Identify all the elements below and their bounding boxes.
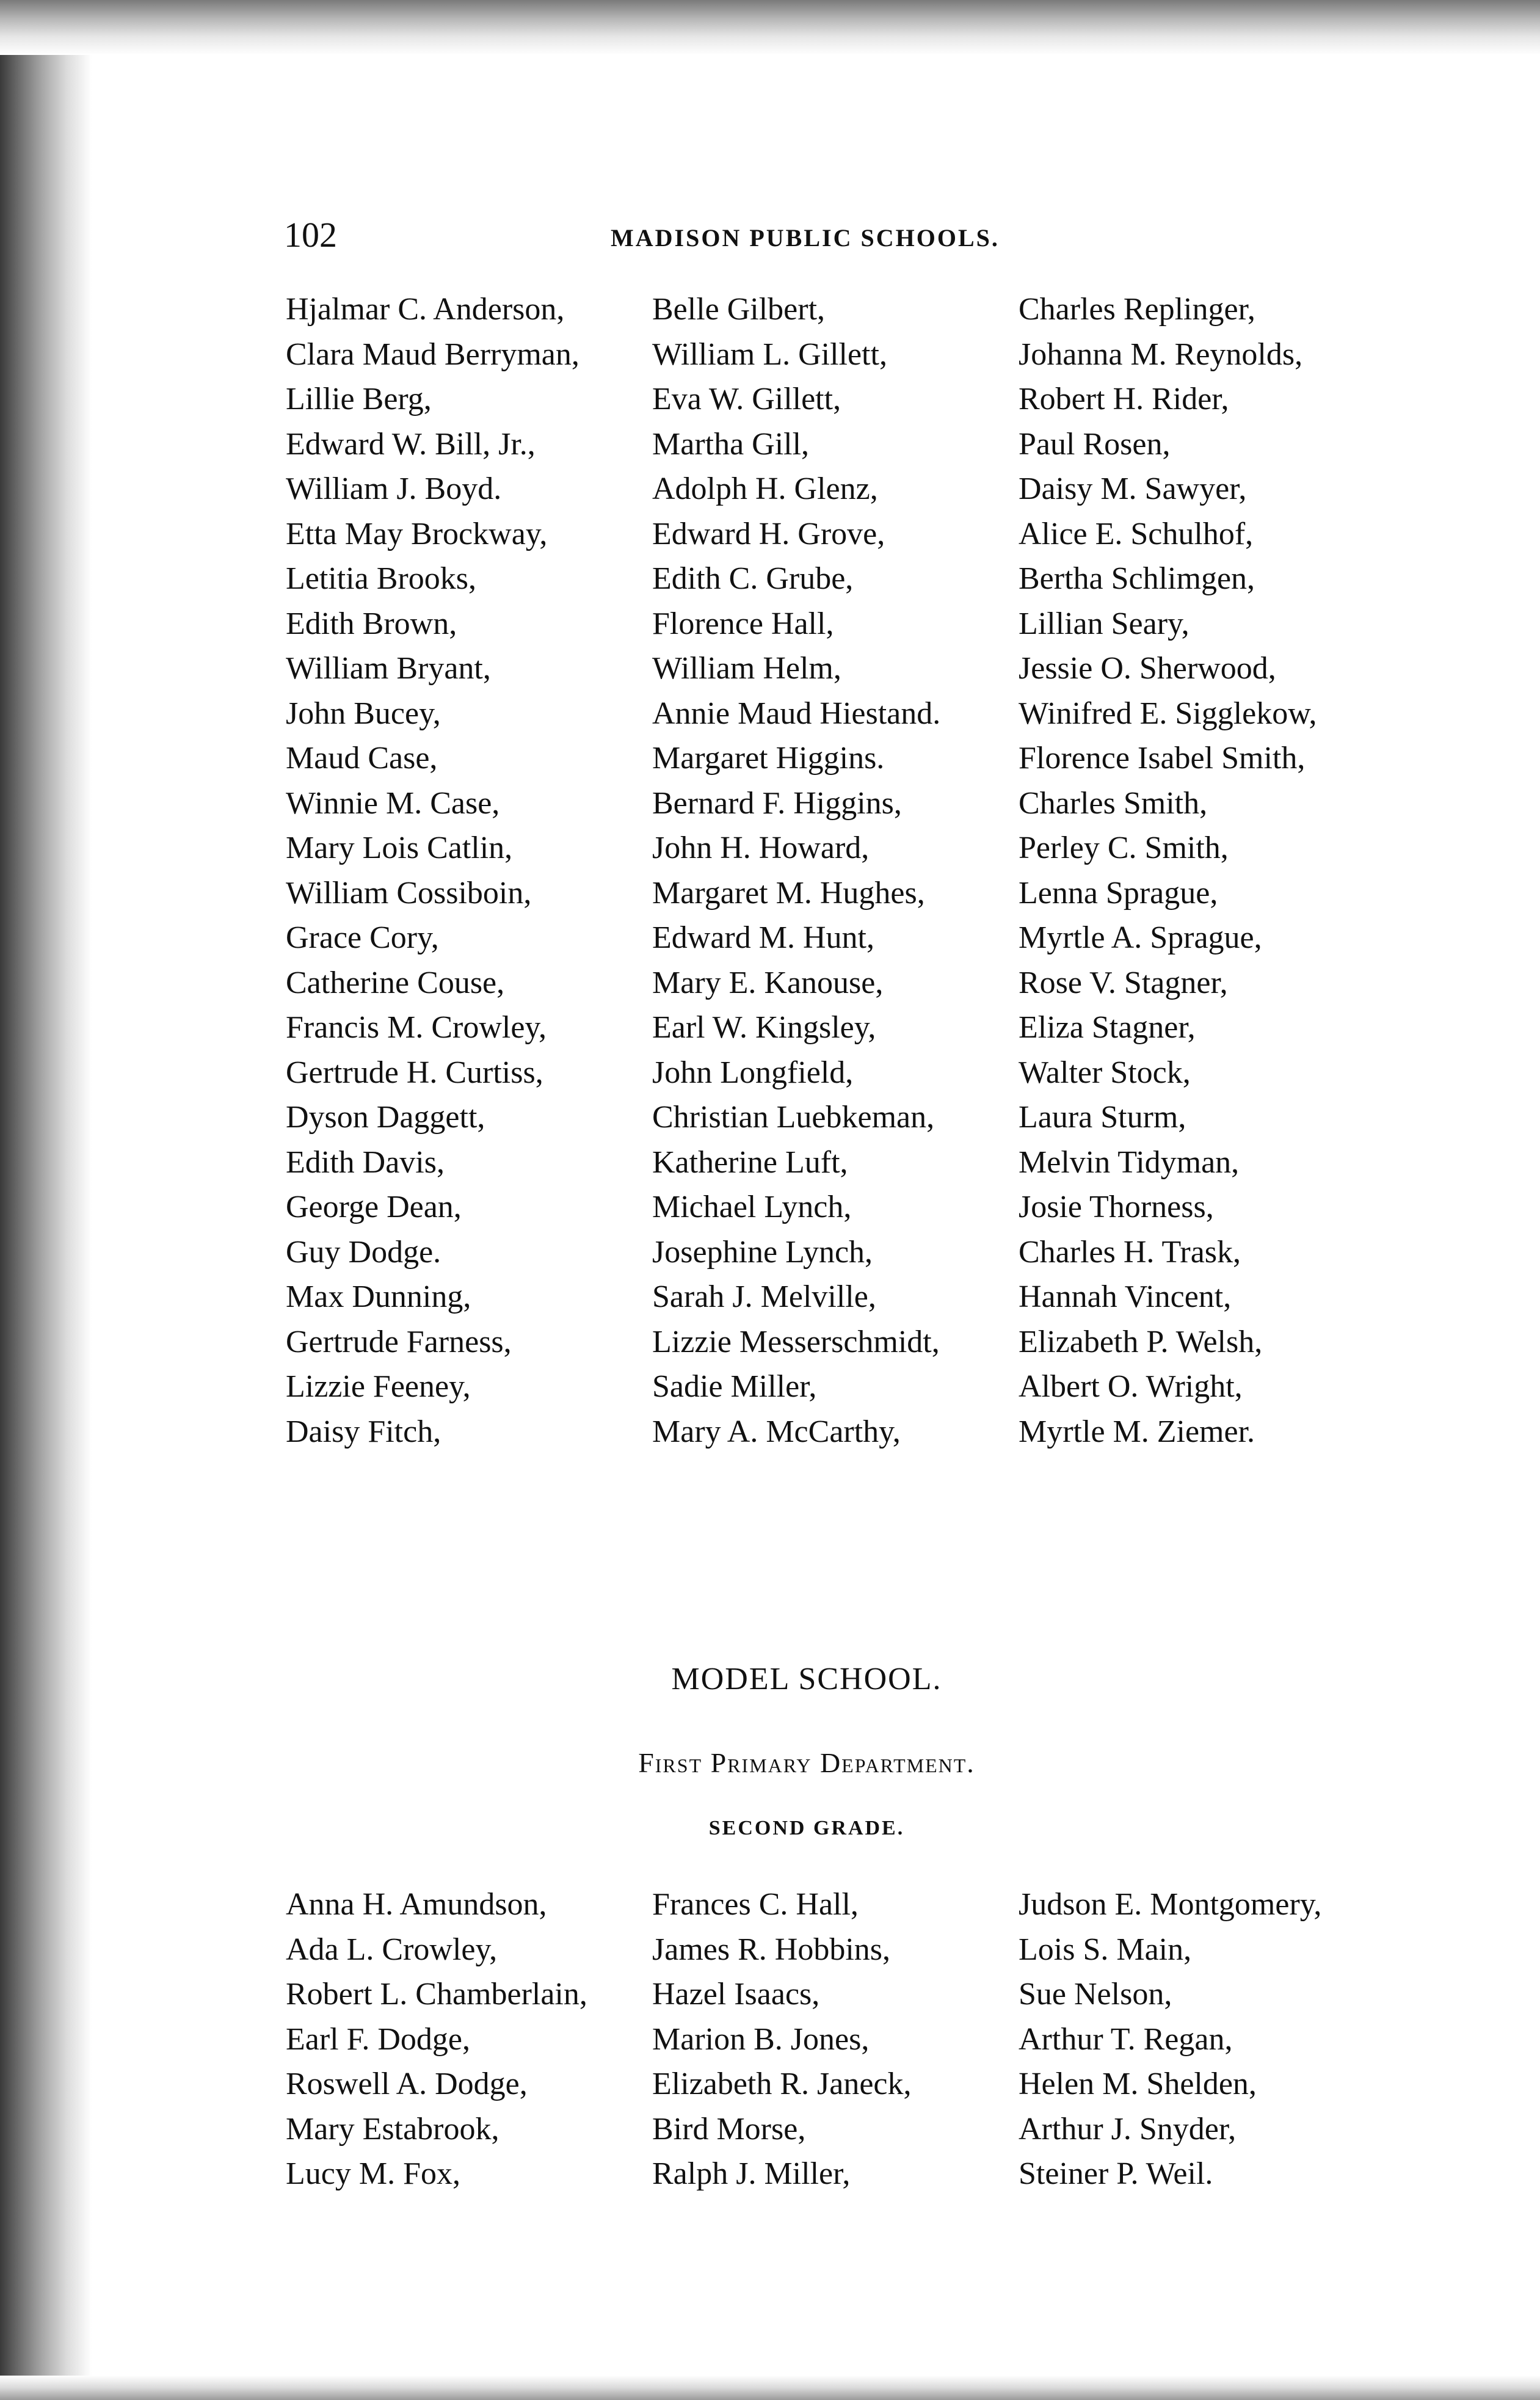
grade-heading: SECOND GRADE.	[708, 1817, 905, 1839]
name-row	[286, 826, 1397, 871]
scan-edge-bottom	[0, 2376, 1540, 2400]
student-name: Etta May Brockway,	[286, 516, 548, 551]
student-name: Elizabeth P. Welsh,	[1019, 1324, 1263, 1359]
student-name: Roswell A. Dodge,	[286, 2067, 528, 2101]
student-name: Annie Maud Hiestand.	[652, 696, 941, 731]
name-row	[286, 287, 1397, 332]
name-row	[286, 1095, 1397, 1140]
student-name: Sarah J. Melville,	[652, 1279, 876, 1314]
student-name: Guy Dodge.	[286, 1234, 441, 1270]
student-name: Grace Cory,	[286, 920, 439, 955]
student-name: Winnie M. Case,	[286, 785, 500, 821]
name-row	[286, 1230, 1397, 1275]
name-row	[286, 467, 1397, 512]
student-name: Steiner P. Weil.	[1019, 2156, 1213, 2191]
student-name: Florence Isabel Smith,	[1019, 741, 1306, 776]
student-name: John Bucey,	[286, 696, 441, 731]
student-name: Lois S. Main,	[1019, 1932, 1192, 1967]
name-row	[286, 2151, 1397, 2197]
student-name: Mary E. Kanouse,	[652, 965, 884, 1000]
student-name: Charles Smith,	[1019, 785, 1208, 821]
running-head: MADISON PUBLIC SCHOOLS.	[611, 224, 1000, 252]
student-name: Charles Replinger,	[1019, 292, 1255, 327]
student-name: Maud Case,	[286, 741, 438, 776]
student-name: William L. Gillett,	[652, 336, 887, 372]
student-name: Michael Lynch,	[652, 1190, 852, 1224]
student-name: Arthur T. Regan,	[1019, 2021, 1233, 2057]
student-name: Walter Stock,	[1019, 1055, 1191, 1090]
student-name: William Cossiboin,	[286, 875, 532, 911]
student-name: Myrtle M. Ziemer.	[1019, 1414, 1255, 1449]
model-school-name-list	[286, 1882, 1397, 2197]
scan-edge-left	[0, 0, 92, 2400]
student-name: Sue Nelson,	[1019, 1977, 1172, 2012]
student-name: Arthur J. Snyder,	[1019, 2111, 1237, 2147]
student-name: Martha Gill,	[652, 426, 810, 462]
student-name: Josephine Lynch,	[652, 1234, 873, 1270]
section-title-model-school: MODEL SCHOOL.	[671, 1662, 942, 1696]
name-row	[286, 1409, 1397, 1455]
student-name: Edward M. Hunt,	[652, 920, 874, 955]
student-name: Hjalmar C. Anderson,	[286, 292, 565, 327]
student-name: Edith Davis,	[286, 1144, 445, 1180]
name-row	[286, 781, 1397, 826]
name-row	[286, 512, 1397, 557]
student-name: Earl F. Dodge,	[286, 2021, 470, 2057]
name-row	[286, 1320, 1397, 1365]
student-name: Winifred E. Sigglekow,	[1019, 696, 1317, 731]
name-row	[286, 1972, 1397, 2017]
name-row	[286, 332, 1397, 377]
student-name: Lucy M. Fox,	[286, 2156, 460, 2191]
student-name: Jessie O. Sherwood,	[1019, 651, 1276, 686]
student-name: Lizzie Messerschmidt,	[652, 1324, 940, 1359]
student-name: Lizzie Feeney,	[286, 1369, 471, 1404]
student-name: Hannah Vincent,	[1019, 1279, 1232, 1314]
student-name: Gertrude Farness,	[286, 1324, 512, 1359]
student-name: Bernard F. Higgins,	[652, 785, 902, 821]
page-number: 102	[284, 215, 337, 255]
student-name: Clara Maud Berryman,	[286, 336, 579, 372]
student-name-list	[286, 287, 1397, 1454]
student-name: Max Dunning,	[286, 1279, 471, 1314]
student-name: Lenna Sprague,	[1019, 875, 1218, 911]
department-heading: First Primary Department.	[638, 1747, 975, 1778]
student-name: Mary A. McCarthy,	[652, 1414, 901, 1449]
student-name: James R. Hobbins,	[652, 1932, 890, 1967]
student-name: Edward H. Grove,	[652, 516, 885, 551]
student-name: Robert L. Chamberlain,	[286, 1977, 587, 2012]
student-name: Helen M. Shelden,	[1019, 2067, 1257, 2101]
student-name: Laura Sturm,	[1019, 1100, 1186, 1135]
student-name: Eliza Stagner,	[1019, 1010, 1196, 1045]
name-row	[286, 2062, 1397, 2107]
student-name: Margaret M. Hughes,	[652, 875, 925, 911]
student-name: Frances C. Hall,	[652, 1887, 859, 1922]
name-row	[286, 1364, 1397, 1409]
student-name: George Dean,	[286, 1190, 462, 1224]
name-row	[286, 1927, 1397, 1973]
student-name: Mary Estabrook,	[286, 2111, 499, 2147]
student-name: Hazel Isaacs,	[652, 1977, 820, 2012]
student-name: Daisy M. Sawyer,	[1019, 471, 1247, 506]
student-name: William Bryant,	[286, 651, 491, 686]
student-name: Mary Lois Catlin,	[286, 831, 513, 865]
student-name: John Longfield,	[652, 1055, 854, 1090]
name-row	[286, 377, 1397, 422]
page-header	[284, 211, 1346, 260]
name-row	[286, 1275, 1397, 1320]
student-name: Letitia Brooks,	[286, 561, 476, 596]
student-name: Margaret Higgins.	[652, 741, 885, 776]
name-row	[286, 915, 1397, 961]
student-name: Christian Luebkeman,	[652, 1100, 935, 1135]
student-name: Earl W. Kingsley,	[652, 1010, 876, 1045]
student-name: Anna H. Amundson,	[286, 1887, 547, 1922]
student-name: Edward W. Bill, Jr.,	[286, 426, 536, 462]
name-row	[286, 2017, 1397, 2062]
name-row	[286, 736, 1397, 781]
name-row	[286, 1005, 1397, 1050]
student-name: Perley C. Smith,	[1019, 831, 1229, 865]
student-name: Albert O. Wright,	[1019, 1369, 1243, 1404]
name-row	[286, 1140, 1397, 1185]
student-name: Dyson Daggett,	[286, 1100, 485, 1135]
student-name: Gertrude H. Curtiss,	[286, 1055, 543, 1090]
name-row	[286, 871, 1397, 916]
student-name: Myrtle A. Sprague,	[1019, 920, 1262, 955]
student-name: Edith Brown,	[286, 606, 457, 641]
student-name: Paul Rosen,	[1019, 426, 1171, 462]
student-name: William J. Boyd.	[286, 471, 502, 506]
name-row	[286, 602, 1397, 647]
student-name: Lillian Seary,	[1019, 606, 1190, 641]
student-name: Sadie Miller,	[652, 1369, 817, 1404]
name-row	[286, 1050, 1397, 1096]
student-name: Daisy Fitch,	[286, 1414, 441, 1449]
name-row	[286, 422, 1397, 467]
name-row	[286, 961, 1397, 1006]
student-name: Ada L. Crowley,	[286, 1932, 498, 1967]
student-name: Charles H. Trask,	[1019, 1234, 1241, 1270]
name-row	[286, 556, 1397, 602]
student-name: Elizabeth R. Janeck,	[652, 2067, 912, 2101]
student-name: Robert H. Rider,	[1019, 382, 1229, 416]
student-name: William Helm,	[652, 651, 841, 686]
student-name: Rose V. Stagner,	[1019, 965, 1228, 1000]
student-name: Bertha Schlimgen,	[1019, 561, 1255, 596]
student-name: Adolph H. Glenz,	[652, 471, 878, 506]
student-name: Catherine Couse,	[286, 965, 505, 1000]
scan-edge-top	[0, 0, 1540, 55]
student-name: Josie Thorness,	[1019, 1190, 1214, 1224]
name-row	[286, 1185, 1397, 1230]
student-name: Johanna M. Reynolds,	[1019, 336, 1303, 372]
student-name: Judson E. Montgomery,	[1019, 1887, 1322, 1922]
student-name: Florence Hall,	[652, 606, 834, 641]
student-name: John H. Howard,	[652, 831, 870, 865]
student-name: Edith C. Grube,	[652, 561, 854, 596]
student-name: Melvin Tidyman,	[1019, 1144, 1240, 1180]
student-name: Belle Gilbert,	[652, 292, 826, 327]
student-name: Lillie Berg,	[286, 382, 432, 416]
student-name: Bird Morse,	[652, 2111, 806, 2147]
student-name: Francis M. Crowley,	[286, 1010, 547, 1045]
name-row	[286, 646, 1397, 691]
name-row	[286, 2107, 1397, 2152]
student-name: Ralph J. Miller,	[652, 2156, 851, 2191]
student-name: Katherine Luft,	[652, 1144, 848, 1180]
name-row	[286, 1882, 1397, 1927]
student-name: Eva W. Gillett,	[652, 382, 841, 416]
name-row	[286, 691, 1397, 736]
student-name: Marion B. Jones,	[652, 2021, 870, 2057]
student-name: Alice E. Schulhof,	[1019, 516, 1254, 551]
